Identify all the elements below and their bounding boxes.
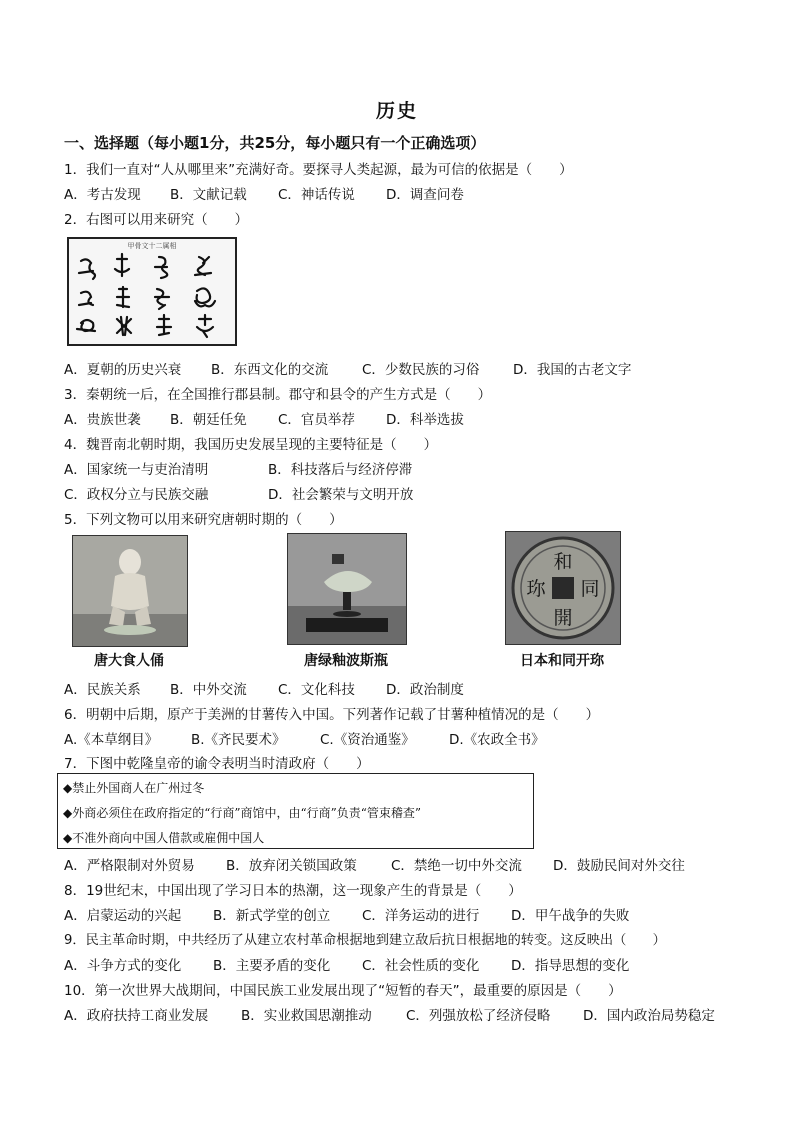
- section-heading: 一、选择题（每小题1分，共25分，每小题只有一个正确选项）: [64, 134, 486, 152]
- coin-char-bottom: 開: [553, 607, 573, 629]
- q2-option-d: D．我国的古老文字: [513, 362, 632, 378]
- coin-char-left: 珎: [526, 578, 546, 600]
- q4-option-b: B．科技落后与经济停滞: [268, 462, 413, 478]
- q1-option-c: C．神话传说: [278, 187, 355, 203]
- q5-option-d: D．政治制度: [386, 682, 464, 698]
- q8-option-a: A．启蒙运动的兴起: [64, 908, 182, 924]
- q7-option-d: D．鼓励民间对外交往: [553, 858, 685, 874]
- coin-photo: [505, 531, 621, 645]
- q5-option-a: A．民族关系: [64, 682, 141, 698]
- q1-option-b: B．文献记载: [170, 187, 247, 203]
- q9-option-c: C．社会性质的变化: [362, 958, 480, 974]
- vase-image: [288, 534, 406, 644]
- edict-box: [57, 773, 534, 849]
- q9-option-d: D．指导思想的变化: [511, 958, 630, 974]
- question-4-stem: 4．魏晋南北朝时期，我国历史发展呈现的主要特征是（ ）: [64, 437, 438, 453]
- question-6-stem: 6．明朝中后期，原产于美洲的甘薯传入中国。下列著作记载了甘薯种植情况的是（ ）: [64, 707, 600, 723]
- q9-option-a: A．斗争方式的变化: [64, 958, 182, 974]
- q7-option-b: B．放弃闭关锁国政策: [226, 858, 357, 874]
- q10-option-c: C．列强放松了经济侵略: [406, 1008, 551, 1024]
- oracle-figure-caption: 甲骨文十二属相: [127, 242, 177, 250]
- question-5-stem: 5．下列文物可以用来研究唐朝时期的（ ）: [64, 512, 343, 528]
- q7-option-c: C．禁绝一切中外交流: [391, 858, 522, 874]
- image1-caption: 唐大食人俑: [94, 653, 164, 669]
- q2-option-c: C．少数民族的习俗: [362, 362, 480, 378]
- q1-option-a: A．考古发现: [64, 187, 141, 203]
- oracle-bone-figure: [67, 237, 237, 346]
- oracle-glyphs-image: [69, 239, 235, 344]
- image2-caption: 唐绿釉波斯瓶: [304, 653, 388, 669]
- edict-line-3: ◆不准外商向中国人借款或雇佣中国人: [63, 831, 265, 845]
- coin-char-top: 和: [553, 551, 573, 573]
- question-7-stem: 7．下图中乾隆皇帝的谕令表明当时清政府（ ）: [64, 756, 370, 772]
- q4-option-c: C．政权分立与民族交融: [64, 487, 209, 503]
- q4-option-a: A．国家统一与吏治清明: [64, 462, 209, 478]
- edict-line-2: ◆外商必须住在政府指定的“行商”商馆中，由“行商”负责“管束稽查”: [63, 806, 422, 820]
- q2-option-b: B．东西文化的交流: [211, 362, 329, 378]
- figurine-image: [73, 536, 187, 646]
- q8-option-b: B．新式学堂的创立: [213, 908, 331, 924]
- q5-option-b: B．中外交流: [170, 682, 247, 698]
- q6-option-b: B.《齐民要术》: [191, 732, 286, 748]
- question-2-stem: 2．右图可以用来研究（ ）: [64, 212, 249, 228]
- question-9-stem: 9．民主革命时期，中共经历了从建立农村革命根据地到建立敌后抗日根据地的转变。这反映出（ ）: [64, 933, 666, 948]
- q1-option-d: D．调查问卷: [386, 187, 464, 203]
- question-8-stem: 8．19世纪末，中国出现了学习日本的热潮，这一现象产生的背景是（ ）: [64, 883, 522, 899]
- q3-option-c: C．官员举荐: [278, 412, 355, 428]
- q7-option-a: A．严格限制对外贸易: [64, 858, 195, 874]
- coin-char-right: 同: [580, 578, 600, 600]
- coin-image: [506, 532, 620, 644]
- q8-option-d: D．甲午战争的失败: [511, 908, 630, 924]
- tang-vase-photo: [287, 533, 407, 645]
- q2-option-a: A．夏朝的历史兴衰: [64, 362, 182, 378]
- q6-option-c: C.《资治通鉴》: [320, 732, 415, 748]
- q3-option-b: B．朝廷任免: [170, 412, 247, 428]
- q3-option-d: D．科举选拔: [386, 412, 464, 428]
- q5-option-c: C．文化科技: [278, 682, 355, 698]
- image3-caption: 日本和同开珎: [520, 653, 604, 669]
- q6-option-d: D.《农政全书》: [449, 732, 545, 748]
- q10-option-b: B．实业救国思潮推动: [241, 1008, 372, 1024]
- question-10-stem: 10．第一次世界大战期间，中国民族工业发展出现了“短暂的春天”，最重要的原因是（ ）: [64, 983, 622, 999]
- q6-option-a: A.《本草纲目》: [64, 732, 159, 748]
- q4-option-d: D．社会繁荣与文明开放: [268, 487, 414, 503]
- tang-figurine-photo: [72, 535, 188, 647]
- q10-option-d: D．国内政治局势稳定: [583, 1008, 715, 1024]
- q3-option-a: A．贵族世袭: [64, 412, 141, 428]
- edict-line-1: ◆禁止外国商人在广州过冬: [63, 781, 205, 795]
- question-1-stem: 1．我们一直对“人从哪里来”充满好奇。要探寻人类起源，最为可信的依据是（ ）: [64, 162, 573, 178]
- page-title: 历史: [375, 100, 418, 122]
- q10-option-a: A．政府扶持工商业发展: [64, 1008, 209, 1024]
- question-3-stem: 3．秦朝统一后，在全国推行郡县制。郡守和县令的产生方式是（ ）: [64, 387, 492, 403]
- q9-option-b: B．主要矛盾的变化: [213, 958, 331, 974]
- q8-option-c: C．洋务运动的进行: [362, 908, 480, 924]
